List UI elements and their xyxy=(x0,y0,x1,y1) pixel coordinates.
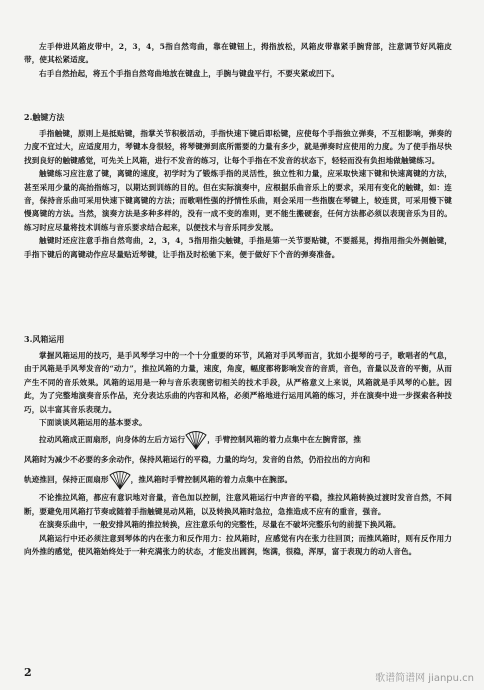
section-title: 3.风箱运用 xyxy=(24,334,65,344)
fan-shape-icon xyxy=(185,430,207,450)
paragraph: 不论推拉风箱，都应有意识地对音量，音色加以控制，注意风箱运行中声音的平稳，推拉风箱转换过渡时发音自然，不间断，要避免用风箱打节奏或随着手指触键晃动风箱，以及转换风箱时急拉，急推造成不应有的重音，强音。 xyxy=(24,493,452,516)
paragraph: 右手自然抬起，将五个手指自然弯曲地放在键盘上，手腕与键盘平行，不要夹紧或凹下。 xyxy=(39,68,340,78)
fan-line: 轨迹推回，保持正面扇形 ，推风箱时手臂控制风箱的着力点集中在腕部。 xyxy=(24,469,452,491)
paragraph: 触键时还应注意手指自然弯曲，2，3，4，5指用指尖触键，手指是第一关节要贴键，不要摇晃，拇指用指尖外侧触键，手指下键后的离键动作应尽量贴近琴键，让手指及时松驰下来，便于做好下个音的弹奏准备。 xyxy=(24,236,452,259)
intro-block xyxy=(24,40,452,80)
page-number: 2 xyxy=(24,666,32,679)
paragraph: 风箱运行中还必须注意到琴体的内在张力和反作用力：拉风箱时，应感觉有内在张力往回顶；而推风箱时，则有反作用力向外推的感觉，使风箱始终处于一种充满张力的状态，才能发出圆润，饱满，很稳，浑厚，富于表现力的动人音色。 xyxy=(24,533,452,557)
fan-shape-icon xyxy=(109,470,131,490)
fan-line: 拉动风箱成正面扇形，向身体的左后方运行 ，手臂控制风箱的着力点集中在左腕背部，推 xyxy=(24,429,452,451)
paragraph: 在演奏乐曲中，一般安排风箱的推拉转换，应注意乐句的完整性，尽量在不破坏完整乐句的前提下换风箱。 xyxy=(39,520,401,530)
paragraph: 左手伸进风箱皮带中，2，3，4，5指自然弯曲，靠在键钮上，拇指放松，风箱皮带靠紧手腕背部，注意调节好风箱皮带，使其松紧适度。 xyxy=(24,42,452,65)
fan-line: 风箱时为减少不必要的多余动作，保持风箱运行的平稳，力量的均匀，发音的自然，仍沿拉出的方向和 xyxy=(24,455,371,465)
paragraph: 下面谈谈风箱运用的基本要求。 xyxy=(39,418,147,428)
section-touch xyxy=(24,111,452,261)
paragraph: 手指触键，原则上是抵贴键，指掌关节积极活动，手指快速下键后即松键，应使每个手指独立弹奏，不互相影响，弹奏的力度不宜过大，应适度用力，琴键本身很轻，将琴键弹到底所需要的力量有多少，就是弹奏时应使用的力度。为了使手指尽快找到良好的触键感觉，可先关上风箱，进行不发音的练习，让每个手指在不发音的状态下，轻轻而没有负担地做触键练习。 xyxy=(24,129,452,165)
paragraph: 触键练习应注意了键，离键的速度，初学时为了锻炼手指的灵活性，独立性和力量，应采取快速下键和快速离键的方法，甚至采用少量的高抬指练习，以期达到训练的目的。但在实际演奏中，应根据乐曲音乐上的要求，采用有变化的触键，如：连音，保持音乐曲可采用快速下键离键的方法；而歌唱性强的抒情性乐曲，则会采用一些指腹在琴键上，较连贯，可采用慢下键慢离键的方法。当然，演奏方法是多种多样的，没有一成不变的准则，更不能生搬硬套，任何方法都必须以表现音乐为目的。练习时应尽量将技术训练与音乐要求结合起来，以便技术与音乐同步发展。 xyxy=(24,169,452,232)
section-bellows xyxy=(24,333,452,558)
watermark: 歌谱简谱网 jianpu.cn xyxy=(375,673,474,684)
section-title: 2.触键方法 xyxy=(24,112,65,122)
paragraph: 掌握风箱运用的技巧，是手风琴学习中的一个十分重要的环节，风箱对手风琴而言，犹如小提琴的弓子，歌唱者的气息，由于风箱是手风琴发音的“动力”，推拉风箱的力量，速度，角度，幅度都将影响发音的音质，音色，音量以及音的平衡，从而产生不同的音乐效果。风箱的运用是一种与音乐表现密切相关的技术手段，从严格意义上来说，风箱就是手风琴的心脏。因此，为了完整地演奏音乐作品，充分表达乐曲的内容和风格，必须严格地进行运用风箱的练习，并在演奏中进一步探索各种技巧，以丰富其音乐表现力。 xyxy=(24,351,452,414)
